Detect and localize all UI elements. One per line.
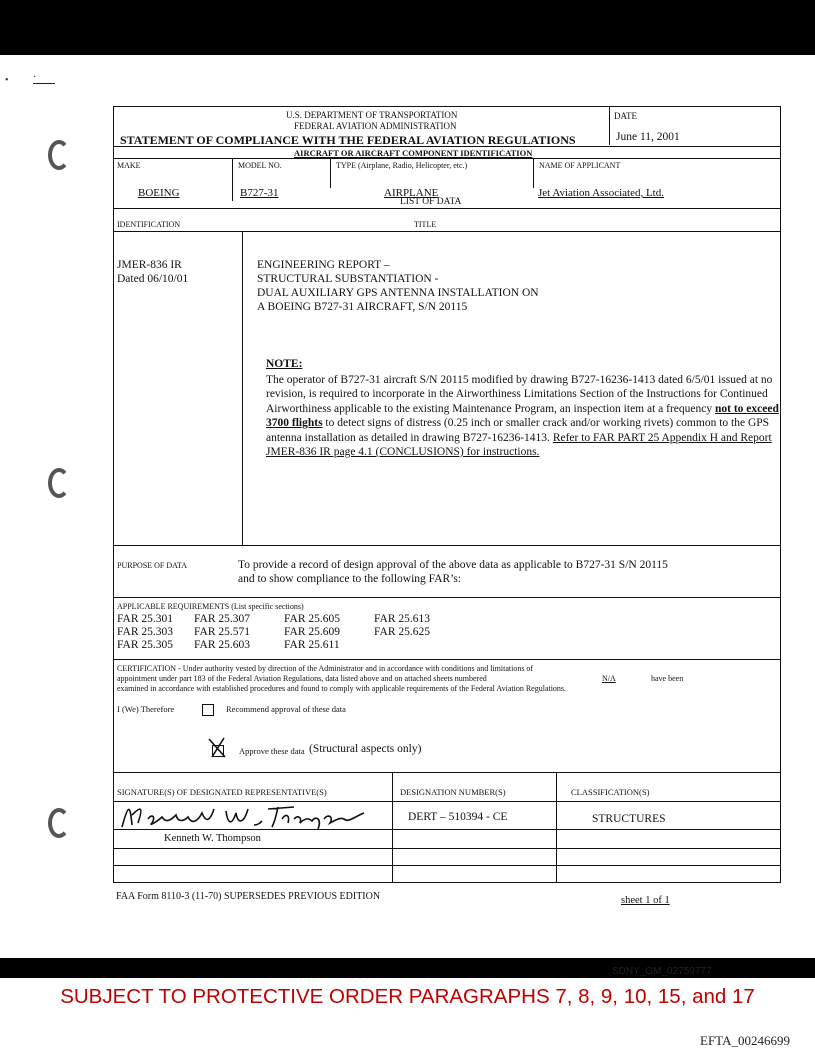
note-inspection-limit: not to exceed 3700 flights	[266, 402, 779, 429]
certification-line: appointment under part 183 of the Federal Aviation Regulations, data listed above and on attached sheets numbered	[117, 674, 487, 683]
type-label: TYPE (Airplane, Radio, Helicopter, etc.)	[336, 161, 468, 170]
requirement: FAR 25.307	[194, 613, 251, 625]
certification-line: have been	[651, 674, 684, 683]
designation-label: DESIGNATION NUMBER(S)	[400, 787, 506, 797]
protective-order-notice: SUBJECT TO PROTECTIVE ORDER PARAGRAPHS 7, 8, 9, 10, 15, and 17	[60, 985, 755, 1008]
list-of-data-title: LIST OF DATA	[400, 197, 462, 207]
binder-hole-icon	[48, 468, 70, 498]
classification-label: CLASSIFICATION(S)	[571, 787, 650, 797]
requirement: FAR 25.301	[117, 613, 174, 625]
model-value: B727-31	[240, 187, 279, 199]
binder-hole-icon	[48, 140, 70, 170]
date-label: DATE	[614, 111, 637, 121]
identification-label: IDENTIFICATION	[117, 220, 181, 229]
classification-value: STRUCTURES	[592, 813, 666, 825]
identification-line: JMER-836 IR	[117, 259, 182, 271]
requirement: FAR 25.605	[284, 613, 341, 625]
requirement: FAR 25.625	[374, 626, 431, 638]
date-value: June 11, 2001	[616, 131, 680, 143]
approve-label: Approve these data	[239, 746, 305, 756]
bates-number: SDNY_GM_02759777	[612, 966, 712, 977]
requirement: FAR 25.613	[374, 613, 431, 625]
note-text: to detect signs of distress (0.25 inch or smaller crack and/or working rivets) common to the GPS antenna installation as detailed in drawing B727-16236-1413.	[266, 417, 770, 444]
faa-form-8110-3	[113, 106, 781, 883]
signature-label: SIGNATURE(S) OF DESIGNATED REPRESENTATIVE(S)	[117, 787, 327, 797]
title-line: DUAL AUXILIARY GPS ANTENNA INSTALLATION ON	[257, 287, 539, 299]
requirement: FAR 25.611	[284, 639, 340, 651]
make-label: MAKE	[117, 161, 141, 170]
note-text: The operator of B727-31 aircraft S/N 20115 modified by drawing B727-16236-1413 dated 6/5/01 issued at no revision, is required to incorporate in the Airworthiness Limitations Section of the Instructions for Continued Airworthiness applicable to the existing Maintenance Program, an inspection item at a frequency	[266, 373, 773, 415]
certification-line: CERTIFICATION - Under authority vested by direction of the Administrator and in accordance with conditions and limitations of	[117, 664, 534, 673]
approve-note: (Structural aspects only)	[309, 743, 422, 755]
requirement: FAR 25.303	[117, 626, 174, 638]
aircraft-section-title: AIRCRAFT OR AIRCRAFT COMPONENT IDENTIFICATION	[294, 148, 533, 158]
certification-line: examined in accordance with established procedures and found to comply with applicable requirements of the Federal Aviation Regulations.	[117, 684, 567, 693]
type-value: AIRPLANE	[384, 187, 439, 199]
applicant-label: NAME OF APPLICANT	[539, 161, 621, 170]
requirements-label: APPLICABLE REQUIREMENTS (List specific sections)	[117, 602, 304, 611]
title-line: STRUCTURAL SUBSTANTIATION -	[257, 273, 439, 285]
title-label: TITLE	[414, 220, 437, 229]
department-name: U.S. DEPARTMENT OF TRANSPORTATION	[286, 110, 458, 120]
purpose-line: and to show compliance to the following FAR’s:	[238, 573, 462, 585]
administration-name: FEDERAL AVIATION ADMINISTRATION	[294, 121, 457, 131]
make-value: BOEING	[138, 187, 180, 199]
title-line: A BOEING B727-31 AIRCRAFT, S/N 20115	[257, 301, 468, 313]
purpose-label: PURPOSE OF DATA	[117, 561, 188, 570]
identification-line: Dated 06/10/01	[117, 273, 189, 285]
title-line: ENGINEERING REPORT –	[257, 259, 390, 271]
therefore-label: I (We) Therefore	[117, 704, 175, 714]
sheets-numbered-value: N/A	[602, 674, 616, 683]
scan-top-bar	[0, 0, 815, 55]
note-heading: NOTE:	[266, 358, 303, 370]
requirement: FAR 25.609	[284, 626, 341, 638]
requirement: FAR 25.571	[194, 626, 251, 638]
sheet-number: sheet 1 of 1	[621, 895, 670, 906]
efta-number: EFTA_00246699	[700, 1033, 790, 1048]
signer-name: Kenneth W. Thompson	[164, 833, 261, 844]
form-title: STATEMENT OF COMPLIANCE WITH THE FEDERAL AVIATION REGULATIONS	[120, 133, 576, 147]
applicant-value: Jet Aviation Associated, Ltd.	[538, 187, 664, 199]
check-mark-icon	[206, 737, 228, 759]
recommend-checkbox[interactable]	[202, 704, 214, 716]
recommend-label: Recommend approval of these data	[226, 704, 346, 714]
note-reference: Refer to FAR PART 25 Appendix H and Report JMER-836 IR page 4.1 (CONCLUSIONS) for instructions.	[266, 431, 772, 458]
designation-value: DERT – 510394 - CE	[408, 811, 508, 823]
airworthiness-note	[266, 357, 786, 460]
purpose-line: To provide a record of design approval of the above data as applicable to B727-31 S/N 20115	[238, 559, 668, 571]
requirement: FAR 25.305	[117, 639, 174, 651]
scan-underline-mark: ·	[33, 72, 55, 84]
requirement: FAR 25.603	[194, 639, 251, 651]
model-label: MODEL NO.	[238, 161, 282, 170]
scan-mark: •	[5, 75, 9, 86]
binder-hole-icon	[48, 808, 70, 838]
form-identifier: FAA Form 8110-3 (11-70) SUPERSEDES PREVIOUS EDITION	[116, 891, 381, 902]
